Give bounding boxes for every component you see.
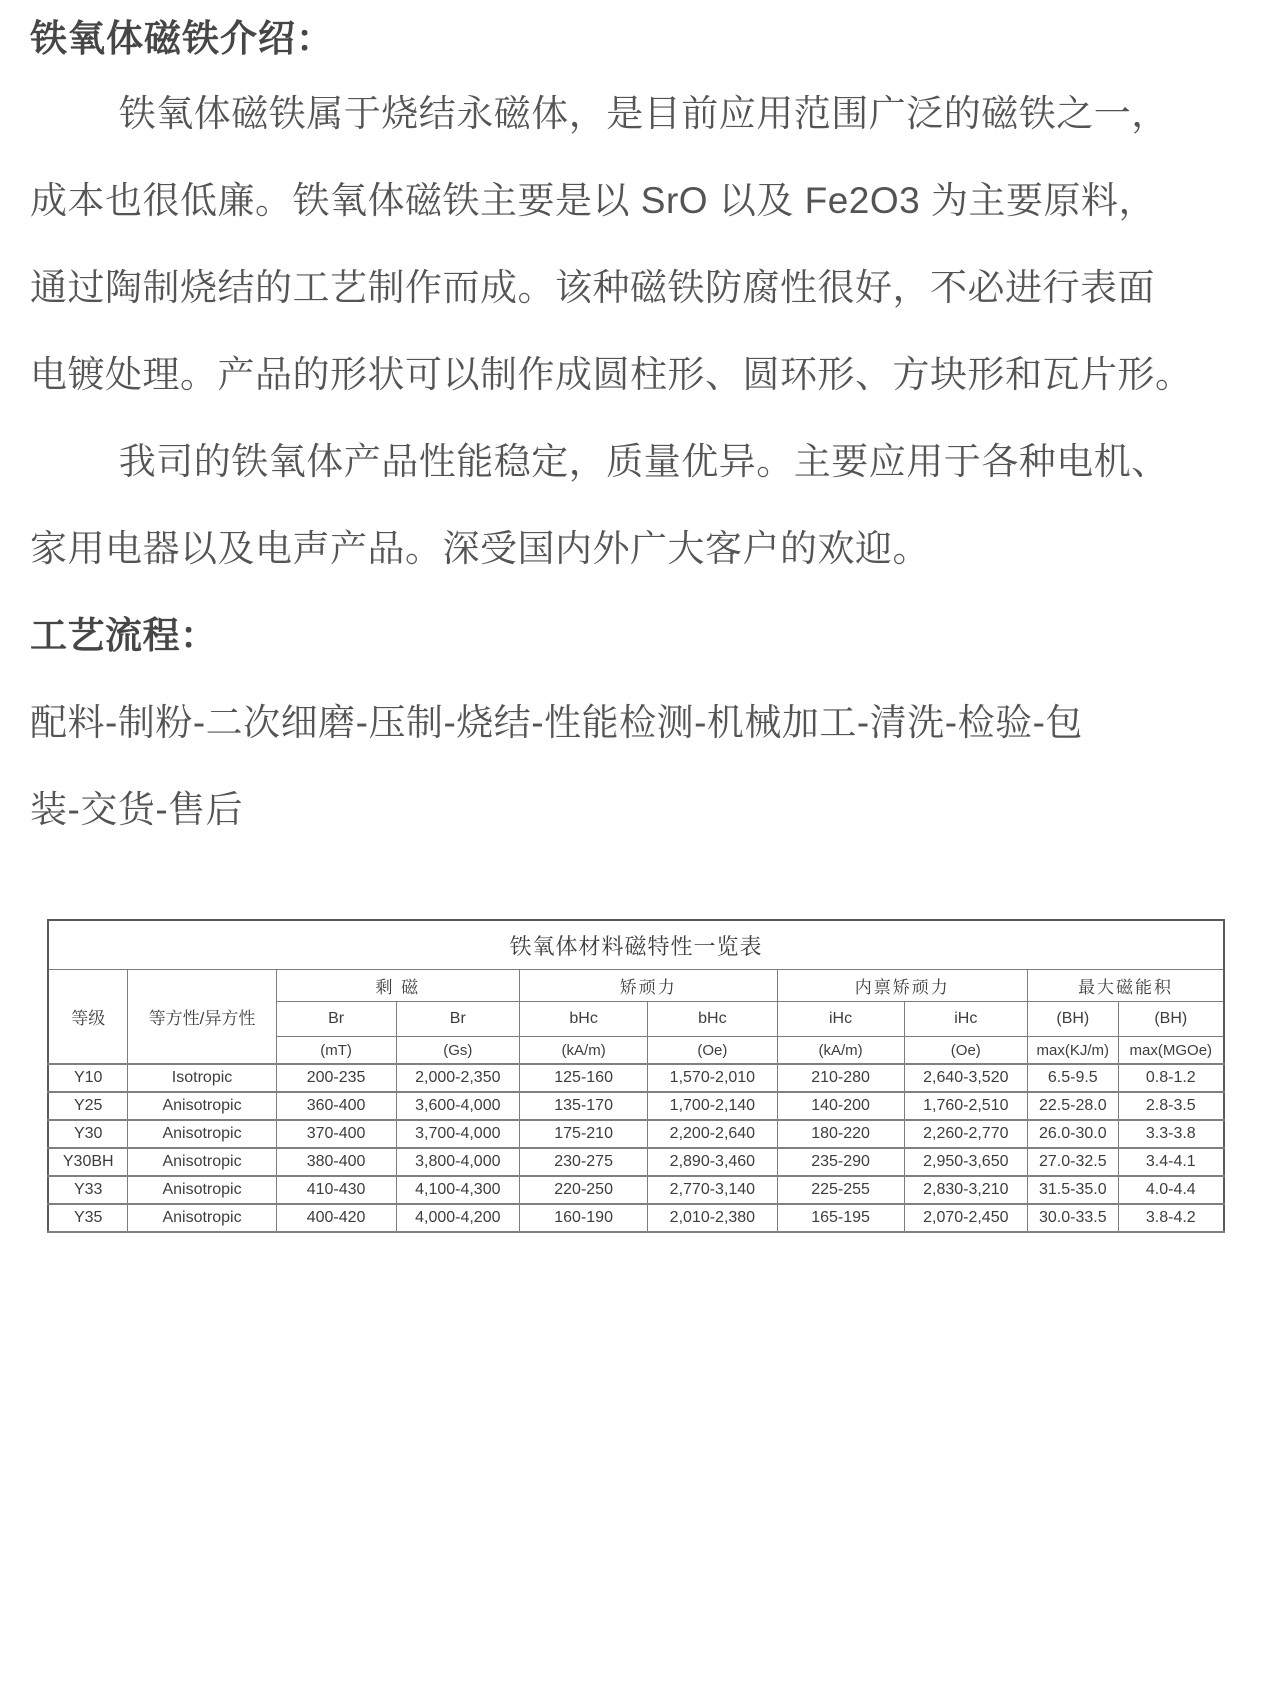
table-cell: 26.0-30.0: [1028, 1120, 1119, 1148]
table-cell: 2,770-3,140: [648, 1176, 777, 1204]
table-row: [48, 1176, 1224, 1204]
table-cell: 140-200: [777, 1092, 904, 1120]
table-row: [48, 1092, 1224, 1120]
table-cell: 6.5-9.5: [1028, 1064, 1119, 1092]
group-header-intrinsic-coercivity: 内禀矫顽力: [777, 970, 1027, 1002]
table-cell: 160-190: [520, 1204, 648, 1232]
paragraph-line: 配料-制粉-二次细磨-压制-烧结-性能检测-机械加工-清洗-检验-包: [30, 702, 1083, 743]
group-header-max-energy-product: 最大磁能积: [1028, 970, 1224, 1002]
table-cell: 1,760-2,510: [904, 1092, 1027, 1120]
table-cell: 31.5-35.0: [1028, 1176, 1119, 1204]
table-cell: 220-250: [520, 1176, 648, 1204]
unit-oe-2: (Oe): [904, 1037, 1027, 1065]
magnetic-properties-table: [47, 919, 1225, 1233]
table-row: [48, 1064, 1224, 1092]
table-cell: 1,570-2,010: [648, 1064, 777, 1092]
table-cell: 235-290: [777, 1148, 904, 1176]
subheader-br-gs: Br: [396, 1002, 519, 1037]
table-cell: Anisotropic: [128, 1120, 276, 1148]
paragraph-line: 电镀处理。产品的形状可以制作成圆柱形、圆环形、方块形和瓦片形。: [30, 354, 1193, 395]
table-cell: 2,010-2,380: [648, 1204, 777, 1232]
intro-paragraph-1: [30, 70, 1259, 418]
table-cell: 400-420: [276, 1204, 396, 1232]
table-title: 铁氧体材料磁特性一览表: [48, 920, 1224, 970]
subheader-ihc-kam: iHc: [777, 1002, 904, 1037]
table-cell: 2,640-3,520: [904, 1064, 1027, 1092]
table-cell: 225-255: [777, 1176, 904, 1204]
paragraph-line: 成本也很低廉。铁氧体磁铁主要是以 SrO 以及 Fe2O3 为主要原料，: [30, 180, 1157, 221]
subheader-bh-mgoe: (BH): [1118, 1002, 1224, 1037]
subheader-bhc-kam: bHc: [520, 1002, 648, 1037]
column-header-isotropy: 等方性/异方性: [128, 970, 276, 1065]
table-cell: Anisotropic: [128, 1176, 276, 1204]
unit-kam-1: (kA/m): [520, 1037, 648, 1065]
table-cell: Isotropic: [128, 1064, 276, 1092]
table-cell: 2,830-3,210: [904, 1176, 1027, 1204]
table-cell: 3,600-4,000: [396, 1092, 519, 1120]
paragraph-line: 我司的铁氧体产品性能稳定，质量优异。主要应用于各种电机、: [118, 441, 1169, 482]
table-cell: Anisotropic: [128, 1204, 276, 1232]
intro-paragraph-2: [30, 418, 1259, 592]
process-heading: 工艺流程：: [30, 615, 218, 656]
table-row: [48, 1204, 1224, 1232]
table-cell: 3,800-4,000: [396, 1148, 519, 1176]
table-cell: 4,000-4,200: [396, 1204, 519, 1232]
table-cell: 22.5-28.0: [1028, 1092, 1119, 1120]
unit-kam-2: (kA/m): [777, 1037, 904, 1065]
table-cell: 2,000-2,350: [396, 1064, 519, 1092]
table-cell: 2,950-3,650: [904, 1148, 1027, 1176]
subheader-br-mt: Br: [276, 1002, 396, 1037]
table-cell: 2,260-2,770: [904, 1120, 1027, 1148]
table-cell: 27.0-32.5: [1028, 1148, 1119, 1176]
table-cell: 180-220: [777, 1120, 904, 1148]
table-title-row: [48, 920, 1224, 970]
table-cell: Anisotropic: [128, 1148, 276, 1176]
process-paragraph: [30, 679, 1259, 853]
table-cell: Anisotropic: [128, 1092, 276, 1120]
table-cell: 125-160: [520, 1064, 648, 1092]
table-row: [48, 1120, 1224, 1148]
table-cell: Y30BH: [48, 1148, 128, 1176]
subheader-bh-kj: (BH): [1028, 1002, 1119, 1037]
table-cell: 3.4-4.1: [1118, 1148, 1224, 1176]
table-cell: Y25: [48, 1092, 128, 1120]
table-cell: 1,700-2,140: [648, 1092, 777, 1120]
table-cell: 3.8-4.2: [1118, 1204, 1224, 1232]
table-cell: 4,100-4,300: [396, 1176, 519, 1204]
subheader-bhc-oe: bHc: [648, 1002, 777, 1037]
table-cell: 410-430: [276, 1176, 396, 1204]
table-cell: 200-235: [276, 1064, 396, 1092]
table-cell: 2,200-2,640: [648, 1120, 777, 1148]
group-header-coercivity: 矫顽力: [520, 970, 778, 1002]
paragraph-line: 铁氧体磁铁属于烧结永磁体，是目前应用范围广泛的磁铁之一，: [118, 93, 1169, 134]
group-header-remanence: 剩 磁: [276, 970, 519, 1002]
unit-mt: (mT): [276, 1037, 396, 1065]
table-cell: 165-195: [777, 1204, 904, 1232]
table-cell: 230-275: [520, 1148, 648, 1176]
table-cell: Y33: [48, 1176, 128, 1204]
subheader-ihc-oe: iHc: [904, 1002, 1027, 1037]
table-cell: 3,700-4,000: [396, 1120, 519, 1148]
table-cell: 2,070-2,450: [904, 1204, 1027, 1232]
paragraph-line: 家用电器以及电声产品。深受国内外广大客户的欢迎。: [30, 528, 930, 569]
table-cell: 370-400: [276, 1120, 396, 1148]
unit-gs: (Gs): [396, 1037, 519, 1065]
unit-oe-1: (Oe): [648, 1037, 777, 1065]
table-cell: Y35: [48, 1204, 128, 1232]
column-header-grade: 等级: [48, 970, 128, 1065]
unit-max-mgoe: max(MGOe): [1118, 1037, 1224, 1065]
table-cell: 360-400: [276, 1092, 396, 1120]
table-row: [48, 1148, 1224, 1176]
table-cell: 4.0-4.4: [1118, 1176, 1224, 1204]
paragraph-line: 通过陶制烧结的工艺制作而成。该种磁铁防腐性很好，不必进行表面: [30, 267, 1155, 308]
table-cell: 380-400: [276, 1148, 396, 1176]
unit-max-kjm: max(KJ/m): [1028, 1037, 1119, 1065]
table-cell: 0.8-1.2: [1118, 1064, 1224, 1092]
table-body: [48, 1064, 1224, 1232]
table-cell: 210-280: [777, 1064, 904, 1092]
table-header: [48, 920, 1224, 1064]
paragraph-line: 装-交货-售后: [30, 789, 244, 830]
table-cell: 2.8-3.5: [1118, 1092, 1224, 1120]
table-group-header-row: [48, 970, 1224, 1002]
intro-heading: 铁氧体磁铁介绍：: [30, 18, 334, 59]
table-cell: Y10: [48, 1064, 128, 1092]
table-cell: 175-210: [520, 1120, 648, 1148]
table-cell: Y30: [48, 1120, 128, 1148]
table-cell: 30.0-33.5: [1028, 1204, 1119, 1232]
table-cell: 135-170: [520, 1092, 648, 1120]
table-cell: 3.3-3.8: [1118, 1120, 1224, 1148]
table-cell: 2,890-3,460: [648, 1148, 777, 1176]
